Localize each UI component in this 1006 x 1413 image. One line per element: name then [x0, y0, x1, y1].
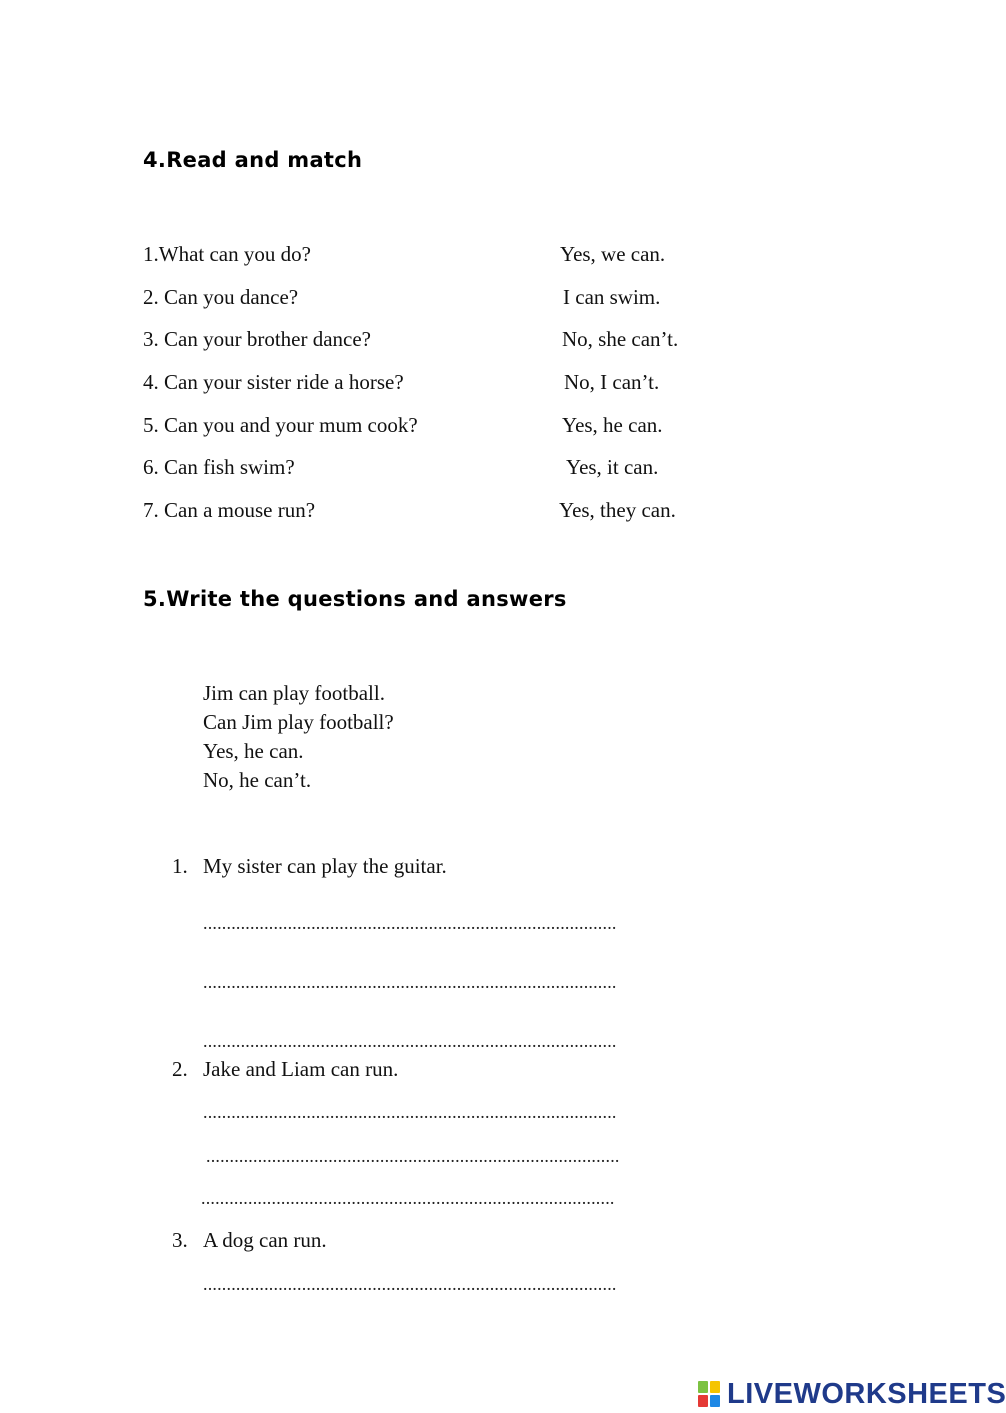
liveworksheets-wordmark: LIVEWORKSHEETS: [727, 1377, 1006, 1410]
item-2-number: 2.: [172, 1057, 188, 1081]
match-question-7: 7. Can a mouse run?: [143, 498, 316, 522]
item-3-blank-question[interactable]: ........................................................................................: [203, 1274, 617, 1294]
item-1-blank-yes[interactable]: ........................................................................................: [203, 972, 617, 992]
match-question-4: 4. Can your sister ride a horse?: [143, 370, 404, 394]
match-question-6: 6. Can fish swim?: [143, 455, 295, 479]
match-answer-7[interactable]: Yes, they can.: [559, 498, 676, 522]
example-line-2: Can Jim play football?: [203, 710, 394, 734]
example-line-4: No, he can’t.: [203, 768, 312, 792]
item-2-blank-yes[interactable]: ........................................................................................: [206, 1146, 620, 1166]
item-1-blank-no[interactable]: ........................................................................................: [203, 1031, 617, 1051]
example-line-3: Yes, he can.: [203, 739, 304, 763]
item-2-blank-no[interactable]: ........................................................................................: [201, 1188, 615, 1208]
item-1-blank-question[interactable]: ........................................................................................: [203, 913, 617, 933]
match-answer-6[interactable]: Yes, it can.: [566, 455, 659, 479]
item-1-sentence: My sister can play the guitar.: [203, 854, 447, 878]
item-2-blank-question[interactable]: ........................................................................................: [203, 1102, 617, 1122]
example-line-1: Jim can play football.: [203, 681, 385, 705]
match-answer-1[interactable]: Yes, we can.: [560, 242, 666, 266]
section-5-heading: 5.Write the questions and answers: [143, 587, 567, 611]
match-question-1: 1.What can you do?: [143, 242, 311, 266]
section-4-heading: 4.Read and match: [143, 148, 363, 172]
match-question-3: 3. Can your brother dance?: [143, 327, 371, 351]
item-1-number: 1.: [172, 854, 188, 878]
item-3-sentence: A dog can run.: [203, 1228, 327, 1252]
item-3-number: 3.: [172, 1228, 188, 1252]
match-answer-4[interactable]: No, I can’t.: [564, 370, 660, 394]
match-answer-3[interactable]: No, she can’t.: [562, 327, 679, 351]
match-question-2: 2. Can you dance?: [143, 285, 299, 309]
match-answer-5[interactable]: Yes, he can.: [562, 413, 663, 437]
match-question-5: 5. Can you and your mum cook?: [143, 413, 418, 437]
item-2-sentence: Jake and Liam can run.: [203, 1057, 399, 1081]
liveworksheets-logo: [697, 1376, 1006, 1412]
match-answer-2[interactable]: I can swim.: [563, 285, 661, 309]
liveworksheets-icon: [697, 1380, 721, 1408]
